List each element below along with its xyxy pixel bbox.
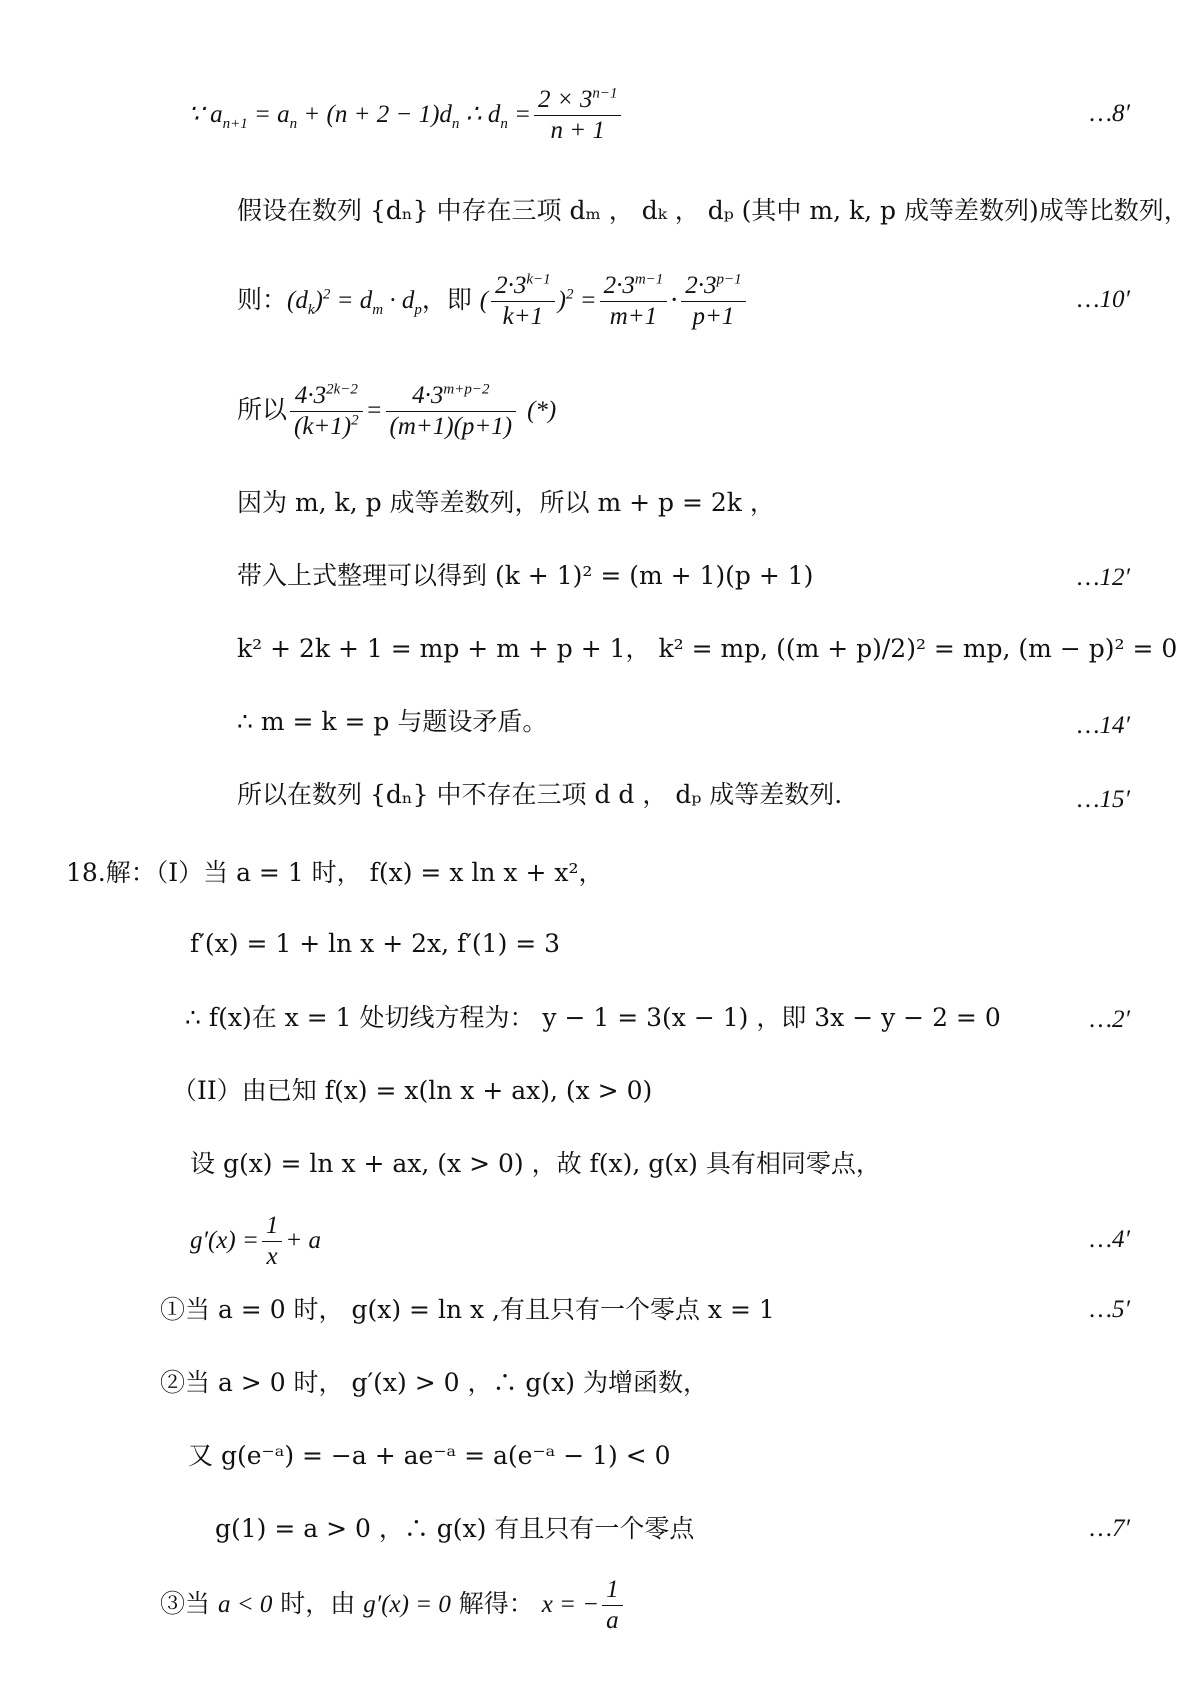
text-line-7: k² + 2k + 1 = mp + m + p + 1， k² = mp, ((m + p)/2)² = mp, (m − p)² = 0 (237, 634, 1178, 663)
text-line-12: ∴ f(x)在 x = 1 处切线方程为： y − 1 = 3(x − 1) ，即 3x − y − 2 = 0 (185, 1003, 1001, 1032)
equation-line-4: 所以 $\frac{4\cdot 3^{2k-2}}{(k+1)^2}$ = $\frac{4\cdot 3^{m+p-2}}{(m+1)(p+1)}$ (*) (237, 381, 557, 440)
score-mark-12: …12′ (1077, 564, 1130, 591)
score-mark-8: …8′ (1089, 100, 1130, 127)
text-line-11: f′(x) = 1 + ln x + 2x, f′(1) = 3 (190, 929, 561, 958)
text-line-6: 带入上式整理可以得到 (k + 1)² = (m + 1)(p + 1) (237, 561, 814, 590)
score-mark-7: …7′ (1089, 1515, 1130, 1542)
score-mark-5: …5′ (1089, 1296, 1130, 1323)
score-mark-4: …4′ (1089, 1226, 1130, 1253)
text-line-10: 18.解：（I）当 a = 1 时， f(x) = x ln x + x²， (66, 858, 604, 887)
text-line-18: 又 g(e⁻ᵃ) = −a + ae⁻ᵃ = a(e⁻ᵃ − 1) < 0 (188, 1441, 671, 1470)
text-line-17: ②当 a > 0 时， g′(x) > 0 ，∴ g(x) 为增函数， (160, 1368, 708, 1397)
equation-line-3: 则：$(d_k)^2 = d_m \cdot d_p$，即 ( $\frac{2\cdot 3^{k-1}}{k+1}$ )$^2$ = $\frac{2\cdot 3^{m-1}}{m+1}$ · $\frac{2\cdot 3^{p-1}}{p+1}$ (237, 268, 749, 332)
text-line-14: 设 g(x) = ln x + ax, (x > 0) ，故 f(x), g(x) 具有相同零点， (190, 1149, 881, 1178)
text-line-9: 所以在数列 {dₙ} 中不存在三项 d d ， dₚ 成等差数列. (237, 780, 843, 809)
equation-line-20: ③当 a < 0 时，由 g′(x) = 0 解得： x = − $\frac{1}{a}$ (160, 1572, 626, 1636)
score-mark-10: …10′ (1077, 286, 1130, 313)
text-line-5: 因为 m, k, p 成等差数列，所以 m + p = 2k ， (237, 488, 775, 517)
equation-line-15: g′(x) = $\frac{1}{x}$ + a (190, 1212, 321, 1270)
score-mark-14: …14′ (1077, 712, 1130, 739)
text-line-13: （II）由已知 f(x) = x(ln x + ax), (x > 0) (172, 1076, 653, 1105)
text-line-8: ∴ m = k = p 与题设矛盾。 (237, 707, 548, 736)
equation-line-1: ∵ $a_{n+1} = a_n + (n + 2 - 1)d_n$ ∴ $d_n$ = $\frac{2 \times 3^{n-1}}{n + 1}$ (188, 82, 624, 146)
text-line-2: 假设在数列 {dₙ} 中存在三项 dₘ ， dₖ ， dₚ (其中 m, k, p 成等差数列)成等比数列， (237, 196, 1189, 225)
text-line-16: ①当 a = 0 时， g(x) = ln x ,有且只有一个零点 x = 1 (160, 1295, 775, 1324)
text-line-19: g(1) = a > 0 ，∴ g(x) 有且只有一个零点 (215, 1514, 695, 1543)
score-mark-2: …2′ (1089, 1006, 1130, 1033)
score-mark-15: …15′ (1077, 786, 1130, 813)
